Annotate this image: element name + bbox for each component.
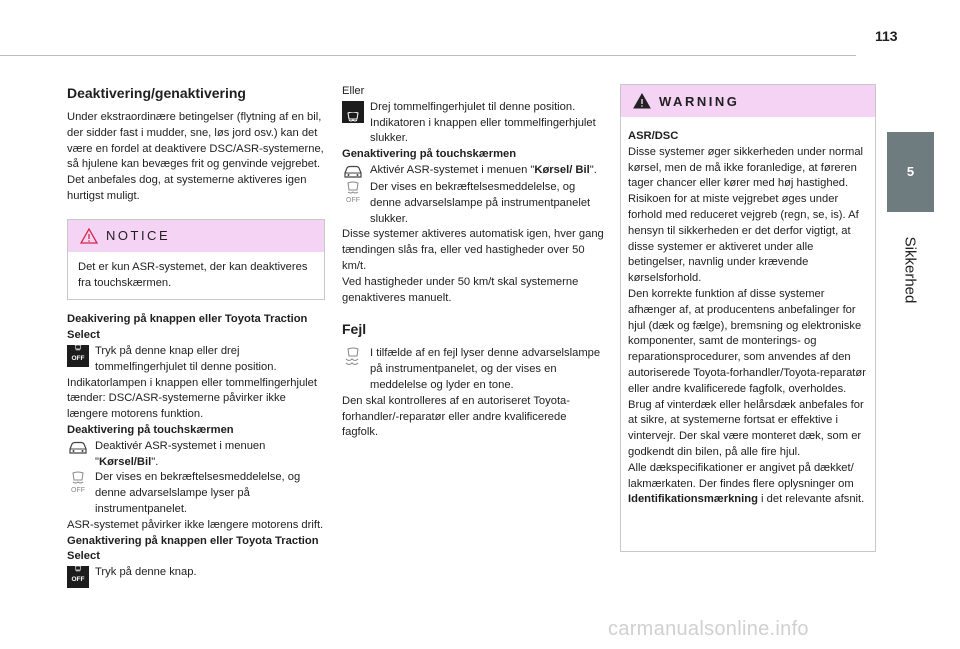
confirm-text: Der vises en bekræftelsesmeddelelse, og denne advarselslampe lyser på instrumentpanelet. (95, 471, 301, 515)
column-left (67, 84, 325, 588)
traction-off-icon (67, 345, 89, 367)
deactivate-touch-row (67, 439, 325, 471)
notice-header (68, 220, 324, 252)
warning-triangle-icon (80, 228, 98, 244)
deactivate-button-text: Tryk på denne knap eller drej tommelfingerhjulet til denne position. (95, 344, 277, 373)
warning-paragraph-1: Disse systemer øger sikkerheden under normal kørsel, men de må ikke foranledige, at føreren tager chancer eller kører med høj hastighed. (628, 145, 864, 190)
off-label: OFF (71, 355, 85, 363)
warning-triangle-icon-2 (633, 93, 651, 109)
svg-text:OFF: OFF (71, 487, 85, 495)
reactivate-button-row (67, 565, 325, 588)
thumbwheel-row (342, 100, 604, 147)
section-heading: Deaktivering/genaktivering (67, 85, 246, 101)
chapter-label-text: Sikkerhed (901, 236, 919, 304)
warning-title: WARNING (659, 93, 740, 109)
column-middle (342, 84, 604, 441)
intro-text: Under ekstraordinære betingelser (flytning af en bil, der sidder fast i mudder, sne, løs jord osv.) kan det være en fordel at deaktivere DSC/ASR-systemerne, så hjulene kan bevæges frit og genvinde vejgrebet. (67, 111, 324, 171)
warning-box (620, 84, 876, 552)
deactivate-touch-text-a: Deaktivér ASR-systemet i menuen " (95, 439, 266, 468)
watermark: carmanualsonline.info (608, 618, 809, 640)
warning-paragraph-3: Den korrekte funktion af disse systemer afhænger af, at producentens anbefalinger for hjul (dæk og fælge), bremsning og elektroniske komponenter, samt de monterings- og reparationsprocedurer, som anvendes af den autoriserede Toyota-forhandler/Toyota-reparatør eller andre kvalificerede fagfolk, overholdes. (628, 287, 866, 395)
reactivate-button-text: Tryk på denne knap. (95, 566, 197, 579)
indicator-text: Indikatorlampen i knappen eller tommelfingerhjulet tænder: DSC/ASR-systemerne påvirker ikke længere motorens funktion. (67, 376, 317, 421)
manual-reactivate-text: Ved hastigheder under 50 km/t skal systemerne genaktiveres manuelt. (342, 275, 579, 304)
traction-off-icon-3 (342, 101, 364, 123)
traction-off-warning-light-icon-2 (342, 181, 364, 205)
notice-title: NOTICE (106, 227, 171, 243)
car-icon (67, 440, 89, 456)
skid-warning-light-icon (342, 347, 364, 367)
reactivate-touch-text (370, 163, 597, 179)
car-icon-2 (342, 164, 364, 180)
confirm-row-2 (342, 180, 604, 227)
thumbwheel-text: Drej tommelfingerhjulet til denne position. Indikatoren i knappen eller tommelfingerhjulet slukker. (370, 100, 596, 145)
header-rule (0, 55, 856, 56)
deactivate-touch-text (95, 439, 325, 471)
chapter-label (885, 225, 935, 315)
intro-text-2: Det anbefales dog, at systemerne aktiveres igen hurtigst muligt. (67, 174, 307, 202)
chapter-tab[interactable]: 5 (887, 132, 934, 212)
warning-p5-b: i det relevante afsnit. (757, 493, 865, 506)
traction-off-icon-2 (67, 566, 89, 588)
deactivate-button-row (67, 344, 325, 376)
subheading-reactivate-button: Genaktivering på knappen eller Toyota Traction Select (67, 534, 319, 563)
fault-heading: Fejl (342, 321, 367, 338)
confirm-row (67, 470, 325, 517)
fault-row (342, 346, 604, 393)
eller-text: Eller (342, 85, 365, 97)
svg-text:OFF: OFF (346, 196, 360, 204)
fault-text: I tilfælde af en fejl lyser denne advarselslampe på instrumentpanelet, og der vises en meddelelse og lyder en tone. (370, 347, 601, 391)
warning-subtitle: ASR/DSC (628, 130, 679, 142)
menu-name: Kørsel/Bil (98, 455, 152, 468)
deactivate-touch-text-b: ". (151, 455, 159, 468)
reactivate-touch-row (342, 163, 604, 180)
warning-paragraph-2: Risikoen for at miste vejgrebet øges under forhold med reduceret vejgreb (regn, se, is). Af hensyn til sikkerheden er det derfor vigtigt, at disse systemer er aktiveret under alle betingelser, navnlig under krævende kørselsforhold. (628, 193, 859, 285)
reactivate-touch-text-b: ". (589, 163, 597, 176)
off-label-2: OFF (71, 576, 85, 584)
reactivate-touch-text-a: Aktivér ASR-systemet i menuen " (370, 163, 535, 176)
subheading-reactivate-touchscreen: Genaktivering på touchskærmen (342, 148, 517, 161)
page-number: 113 (875, 28, 898, 44)
warning-p5-a: Alle dækspecifikationer er angivet på dækket/ lakmærkaten. Der findes flere oplysninger om (628, 461, 854, 490)
warning-body (621, 117, 875, 508)
warning-paragraph-5 (628, 461, 867, 508)
subheading-deactivate-button: Deakivering på knappen eller Toyota Traction Select (67, 313, 308, 342)
subheading-deactivate-touchscreen: Deaktivering på touchskærmen (67, 423, 234, 436)
warning-header (621, 85, 875, 117)
warning-p5-bold: Identifikationsmærkning (628, 493, 758, 506)
traction-off-warning-light-icon (67, 471, 89, 495)
asr-no-effect-text: ASR-systemet påvirker ikke længere motorens drift. (67, 518, 324, 531)
warning-paragraph-4: Brug af vinterdæk eller helårsdæk anbefales for at sikre, at systemerne fortsat er effektive i vintervejr. Der skal være monteret dæk, som er godkendt din bilen, på alle fire hjul. (628, 398, 864, 458)
auto-reactivate-text: Disse systemer aktiveres automatisk igen, hver gang tændingen slås fra, eller ved hastigheder over 50 km/t. (342, 228, 604, 272)
fault-check-text: Den skal kontrolleres af en autoriseret Toyota-forhandler/-reparatør eller andre kvalificerede fagfolk. (342, 394, 571, 439)
menu-name-2: Kørsel/ Bil (534, 163, 590, 176)
notice-box (67, 219, 325, 301)
confirm-text-2: Der vises en bekræftelsesmeddelelse, og denne advarselslampe på instrumentpanelet slukker. (370, 180, 591, 225)
notice-body: Det er kun ASR-systemet, der kan deaktiveres fra touchskærmen. (78, 260, 308, 289)
